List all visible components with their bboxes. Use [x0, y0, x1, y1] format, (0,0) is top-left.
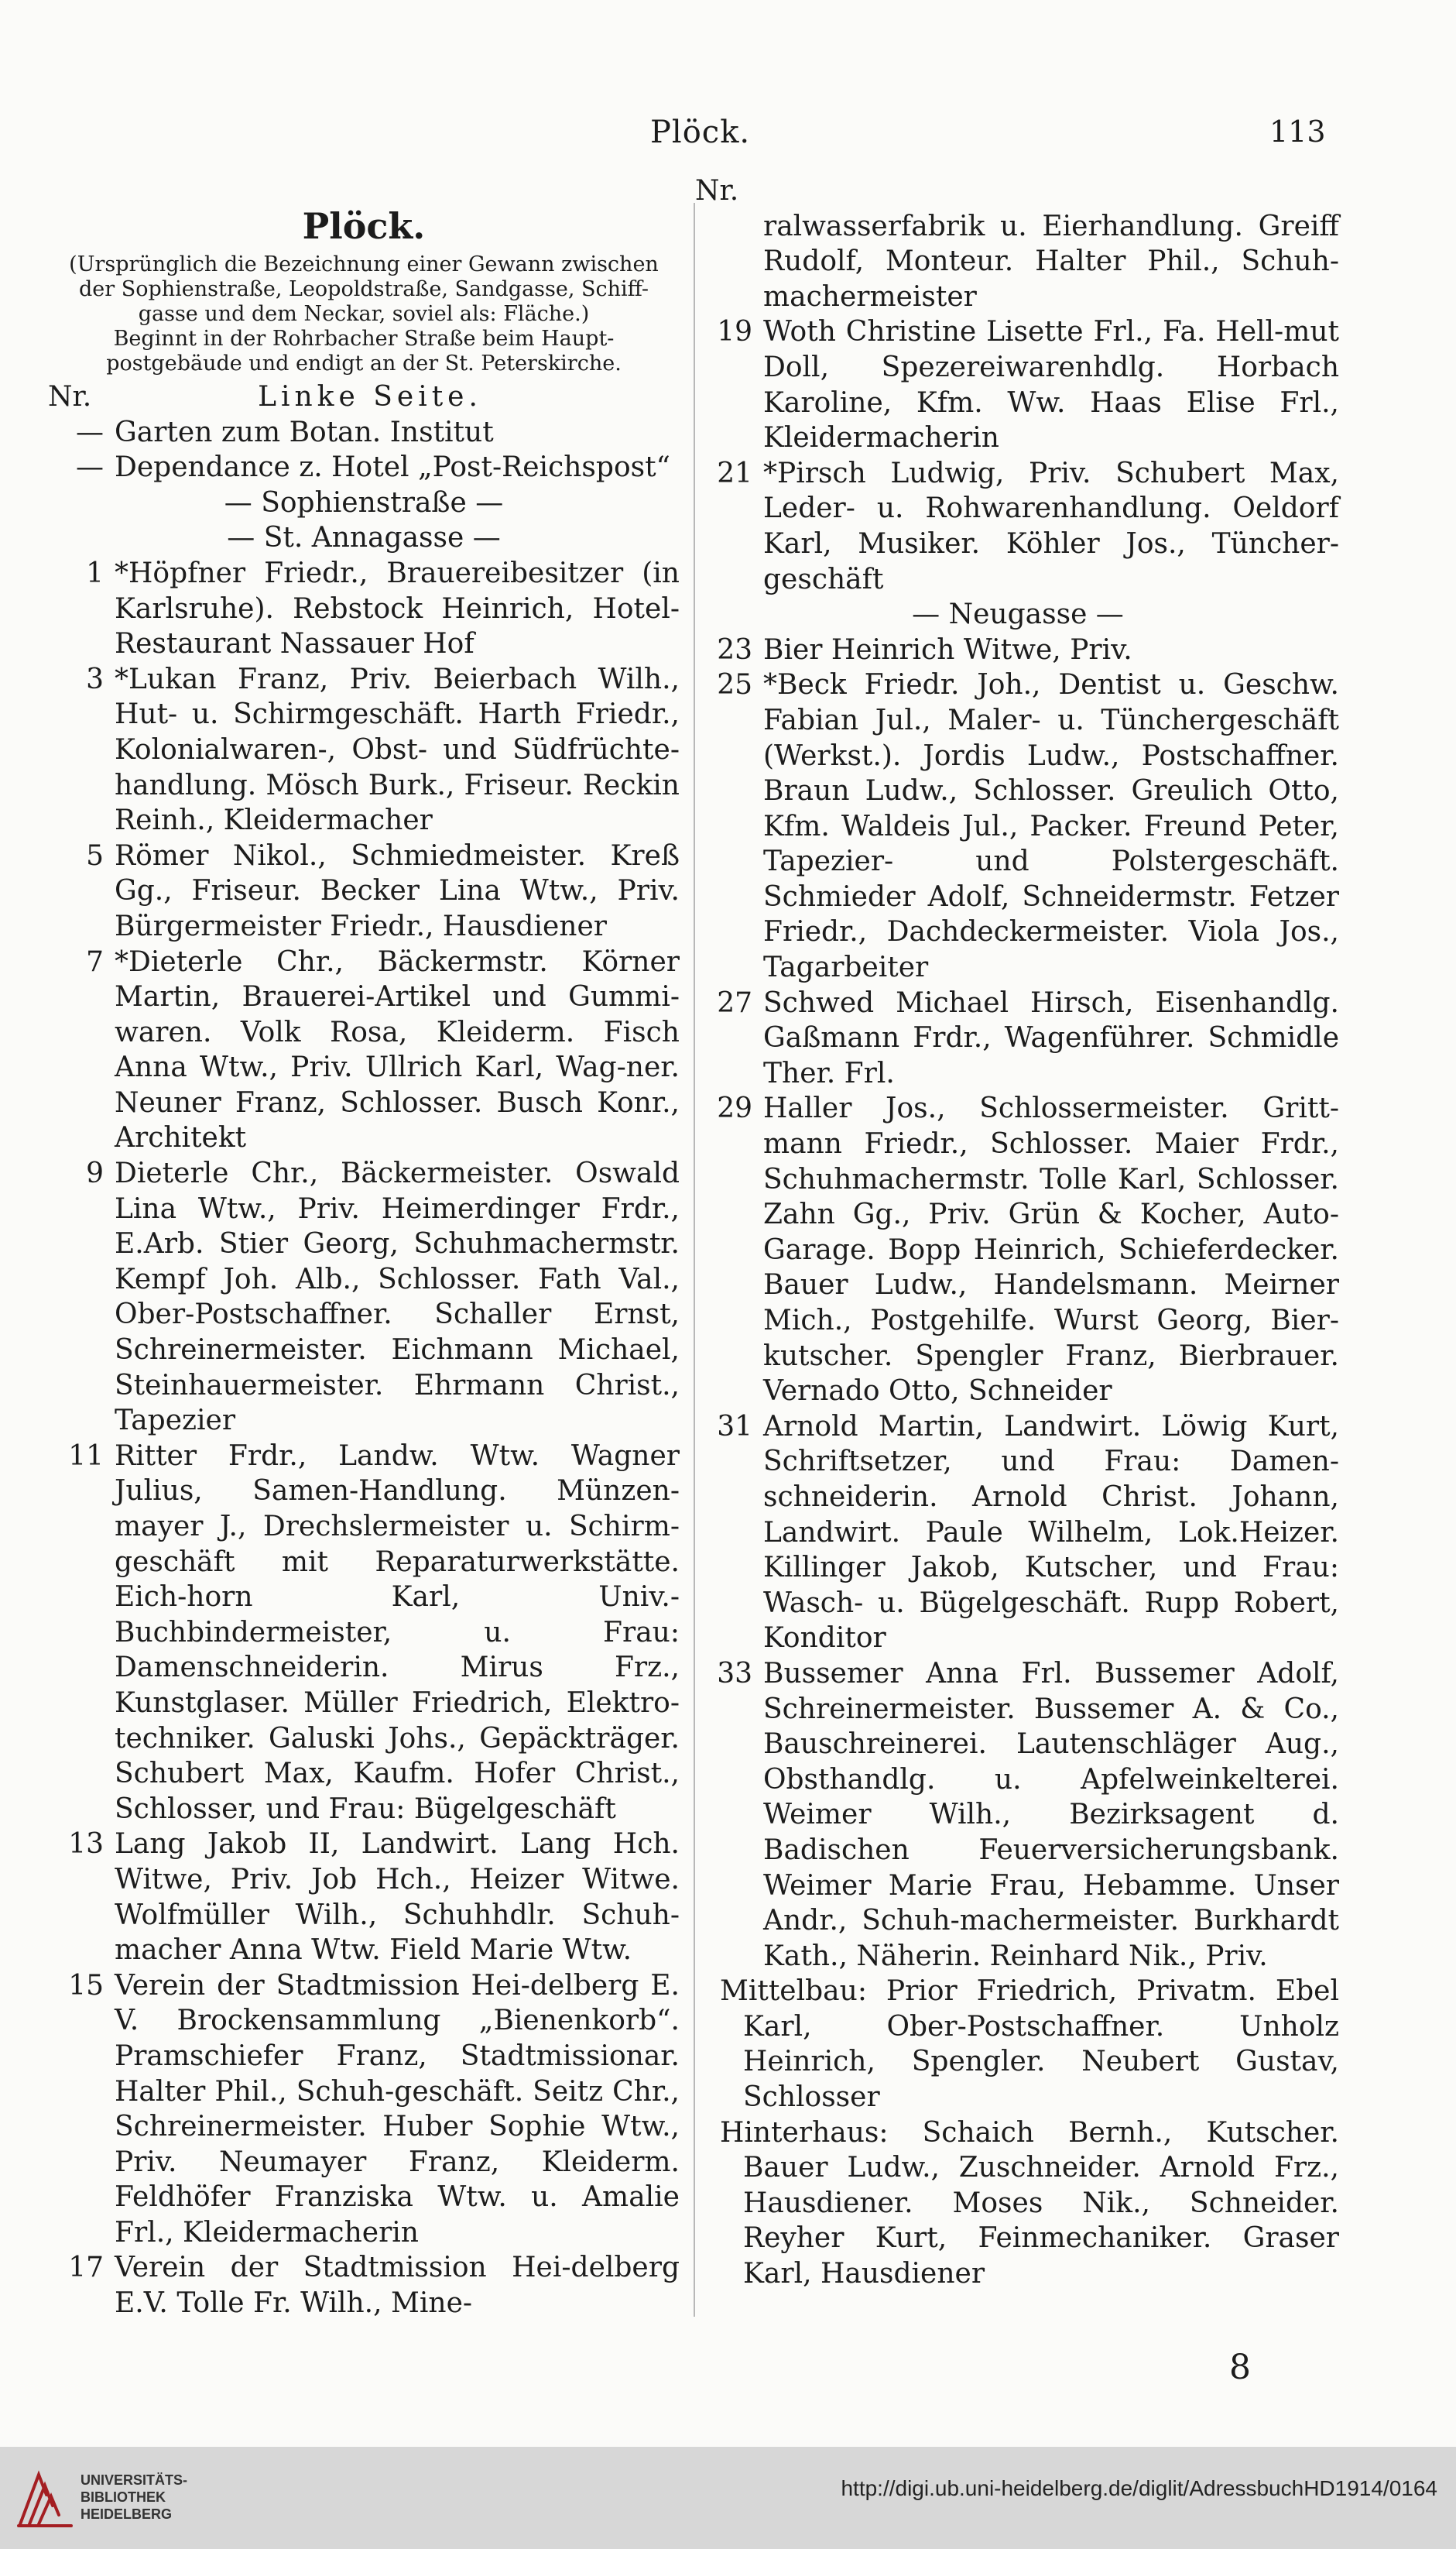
column-divider	[694, 203, 695, 2317]
house-number: 31	[717, 1410, 752, 1443]
house-number: —	[76, 451, 104, 484]
entry-text: *Pirsch Ludwig, Priv. Schubert Max, Leder- u. Rohwarenhandlung. Oeldorf Karl, Musiker. Köhler Jos., Tüncher-geschäft	[763, 457, 1339, 595]
entry-text: Lang Jakob II, Landwirt. Lang Hch. Witwe, Priv. Job Hch., Heizer Witwe. Wolfmüller Wilh., Schuhhdlr. Schuh-macher Anna Wtw. Field Marie Wtw.	[115, 1828, 680, 1967]
running-header-page-number: 113	[1269, 115, 1326, 149]
entry-text: Verein der Stadtmission Hei-delberg E.V. Tolle Fr. Wilh., Mine-	[115, 2252, 680, 2320]
logo-line: BIBLIOTHEK	[81, 2489, 166, 2505]
list-item	[697, 209, 1339, 315]
list-item	[48, 450, 680, 485]
heading-side: Linke Seite.	[258, 381, 482, 413]
house-number: 27	[717, 986, 752, 1019]
entry-text: Dependance z. Hotel „Post-Reichspost“	[115, 451, 670, 484]
list-item	[48, 1156, 680, 1439]
entry-text: *Beck Friedr. Joh., Dentist u. Geschw. Fabian Jul., Maler- u. Tünchergeschäft (Werkst.). Jordis Ludw., Postschaffner. Braun Ludw., Schlosser. Greulich Otto, Kfm. Waldeis Jul., Packer. Freund Peter, Tapezier- und Polstergeschäft. Schmieder Adolf, Schneidermstr. Fetzer Friedr., Dachdeckermeister. Viola Jos., Tagarbeiter	[763, 669, 1339, 984]
running-header-title: Plöck.	[650, 115, 751, 150]
list-item	[48, 839, 680, 945]
entry-text: Schwed Michael Hirsch, Eisenhandlg. Gaßmann Frdr., Wagenführer. Schmidle Ther. Frl.	[763, 986, 1339, 1089]
house-number: 15	[68, 1969, 104, 2002]
house-number: 17	[68, 2252, 104, 2284]
entry-text: *Dieterle Chr., Bäckermstr. Körner Martin, Brauerei-Artikel und Gummi-waren. Volk Rosa, Kleiderm. Fisch Anna Wtw., Priv. Ullrich Karl, Wag-ner. Neuner Franz, Schlosser. Busch Konr., Architekt	[115, 945, 680, 1154]
entry-text: *Höpfner Friedr., Brauereibesitzer (in Karlsruhe). Rebstock Heinrich, Hotel-Restaurant Nassauer Hof	[115, 557, 680, 660]
note-line: Beginnt in der Rohrbacher Straße beim Haupt-	[113, 327, 615, 351]
house-number: 21	[717, 457, 752, 489]
house-number: 3	[86, 663, 104, 695]
house-number: 29	[717, 1093, 752, 1125]
entry-text: Arnold Martin, Landwirt. Löwig Kurt, Schriftsetzer, und Frau: Damen-schneiderin. Arnold Christ. Johann, Landwirt. Paule Wilhelm, Lok.Heizer. Killinger Jakob, Kutscher, und Frau: Wasch- u. Bügelgeschäft. Rupp Robert, Konditor	[763, 1410, 1339, 1655]
list-item	[697, 667, 1339, 985]
signature-mark: 8	[1229, 2348, 1251, 2387]
list-item	[48, 1439, 680, 1827]
entry-text: Ritter Frdr., Landw. Wtw. Wagner Julius, Samen-Handlung. Münzen-mayer J., Drechslermeister u. Schirm-geschäft mit Reparaturwerkstätte. Eich-horn Karl, Univ.-Buchbindermeister, u. Frau: Damenschneiderin. Mirus Frz., Kunstglaser. Müller Friedrich, Elektro-techniker. Galuski Johs., Gepäckträger. Schubert Max, Kaufm. Hofer Christ., Schlosser, und Frau: Bügelgeschäft	[115, 1439, 680, 1825]
cross-street: — Neugasse —	[912, 599, 1124, 631]
left-column	[48, 192, 680, 2321]
list-item	[697, 1656, 1339, 1974]
list-item	[48, 945, 680, 1157]
entry-text: Verein der Stadtmission Hei-delberg E. V. Brockensammlung „Bienenkorb“. Pramschiefer Franz, Stadtmissionar. Halter Phil., Schuh-geschäft. Seitz Chr., Schreinermeister. Huber Sophie Wtw., Priv. Neumayer Franz, Kleiderm. Feldhöfer Franziska Wtw. u. Amalie Frl., Kleidermacherin	[115, 1969, 680, 2249]
list-item	[697, 1409, 1339, 1656]
street-description	[48, 252, 680, 376]
note-line: postgebäude und endigt an der St. Peterskirche.	[106, 352, 622, 376]
section-title: Plöck.	[302, 205, 426, 247]
list-item	[48, 1968, 680, 2251]
column-heading	[48, 379, 680, 415]
list-item	[697, 986, 1339, 1092]
list-item	[697, 456, 1339, 597]
heading-nr: Nr.	[695, 175, 739, 207]
entry-continuation: ralwasserfabrik u. Eierhandlung. Greiff Rudolf, Monteur. Halter Phil., Schuh-machermeister	[763, 210, 1339, 313]
note-line: (Ursprünglich die Bezeichnung einer Gewann zwischen	[69, 252, 659, 276]
source-url-link[interactable]: http://digi.ub.uni-heidelberg.de/diglit/AdressbuchHD1914/0164	[841, 2476, 1437, 2500]
entry-text: Woth Christine Lisette Frl., Fa. Hell-mut Doll, Spezereiwarenhdlg. Horbach Karoline, Kfm. Ww. Haas Elise Frl., Kleidermacherin	[763, 316, 1339, 455]
house-number: 7	[86, 945, 104, 978]
entry-text: Garten zum Botan. Institut	[115, 416, 494, 448]
entry-text: Haller Jos., Schlossermeister. Gritt-mann Friedr., Schlosser. Maier Frdr., Schuhmachermstr. Tolle Karl, Schlosser. Zahn Gg., Priv. Grün & Kocher, Auto-Garage. Bopp Heinrich, Schieferdecker. Bauer Ludw., Handelsmann. Meirner Mich., Postgehilfe. Wurst Georg, Bier-kutscher. Spengler Franz, Bierbrauer. Vernado Otto, Schneider	[763, 1093, 1339, 1408]
house-number: 19	[717, 316, 752, 348]
entry-text: Dieterle Chr., Bäckermeister. Oswald Lina Wtw., Priv. Heimerdinger Frdr., E.Arb. Stier Georg, Schuhmachermstr. Kempf Joh. Alb., Schlosser. Fath Val., Ober-Postschaffner. Schaller Ernst, Schreinermeister. Eichmann Michael, Steinhauermeister. Ehrmann Christ., Tapezier	[115, 1158, 680, 1437]
list-item	[697, 633, 1339, 668]
list-item	[48, 1827, 680, 1967]
list-item	[48, 556, 680, 662]
house-number: 9	[86, 1158, 104, 1190]
logo-line: UNIVERSITÄTS-	[81, 2472, 188, 2488]
house-number: 13	[68, 1828, 104, 1861]
right-column	[695, 175, 1339, 2292]
library-logo-icon	[15, 2464, 74, 2530]
sub-entry-mittelbau: Mittelbau: Prior Friedrich, Privatm. Ebel Karl, Ober-Postschaffner. Unholz Heinrich, Spengler. Neubert Gustav, Schlosser	[720, 1975, 1339, 2114]
entry-text: Römer Nikol., Schmiedmeister. Kreß Gg., Friseur. Becker Lina Wtw., Priv. Bürgermeister Friedr., Hausdiener	[115, 839, 680, 942]
house-number: —	[76, 416, 104, 448]
list-item	[48, 415, 680, 451]
house-number: 33	[717, 1657, 752, 1690]
entry-text: Bier Heinrich Witwe, Priv.	[763, 633, 1132, 666]
entry-text: *Lukan Franz, Priv. Beierbach Wilh., Hut- u. Schirmgeschäft. Harth Friedr., Kolonialwaren-, Obst- und Südfrüchte-handlung. Mösch Burk., Friseur. Reckin Reinh., Kleidermacher	[115, 663, 680, 837]
list-item	[697, 314, 1339, 455]
digitization-footer	[0, 2447, 1456, 2549]
list-item	[48, 2250, 680, 2321]
logo-line: HEIDELBERG	[81, 2506, 173, 2522]
list-item	[697, 1091, 1339, 1408]
library-logo-text	[81, 2472, 187, 2523]
list-item	[48, 662, 680, 839]
note-line: gasse und dem Neckar, soviel als: Fläche.)	[138, 302, 590, 326]
cross-street: — St. Annagasse —	[227, 522, 501, 554]
house-number: 23	[717, 633, 752, 666]
sub-entry-hinterhaus: Hinterhaus: Schaich Bernh., Kutscher. Bauer Ludw., Zuschneider. Arnold Frz., Hausdiener. Moses Nik., Schneider. Reyher Kurt, Feinmechaniker. Graser Karl, Hausdiener	[720, 2116, 1339, 2290]
heading-nr: Nr.	[48, 381, 92, 413]
house-number: 11	[68, 1439, 104, 1472]
entry-text: Bussemer Anna Frl. Bussemer Adolf, Schreinermeister. Bussemer A. & Co., Bauschreinerei. Lautenschläger Aug., Obsthandlg. u. Apfelweinkelterei. Weimer Wilh., Bezirksagent d. Badischen Feuerversicherungsbank. Weimer Marie Frau, Hebamme. Unser Andr., Schuh-machermeister. Burkhardt Kath., Näherin. Reinhard Nik., Priv.	[763, 1657, 1339, 1972]
note-line: der Sophienstraße, Leopoldstraße, Sandgasse, Schiff-	[78, 277, 649, 301]
house-number: 1	[86, 557, 104, 589]
cross-street: — Sophienstraße —	[224, 486, 504, 519]
house-number: 25	[717, 669, 752, 702]
house-number: 5	[86, 839, 104, 872]
